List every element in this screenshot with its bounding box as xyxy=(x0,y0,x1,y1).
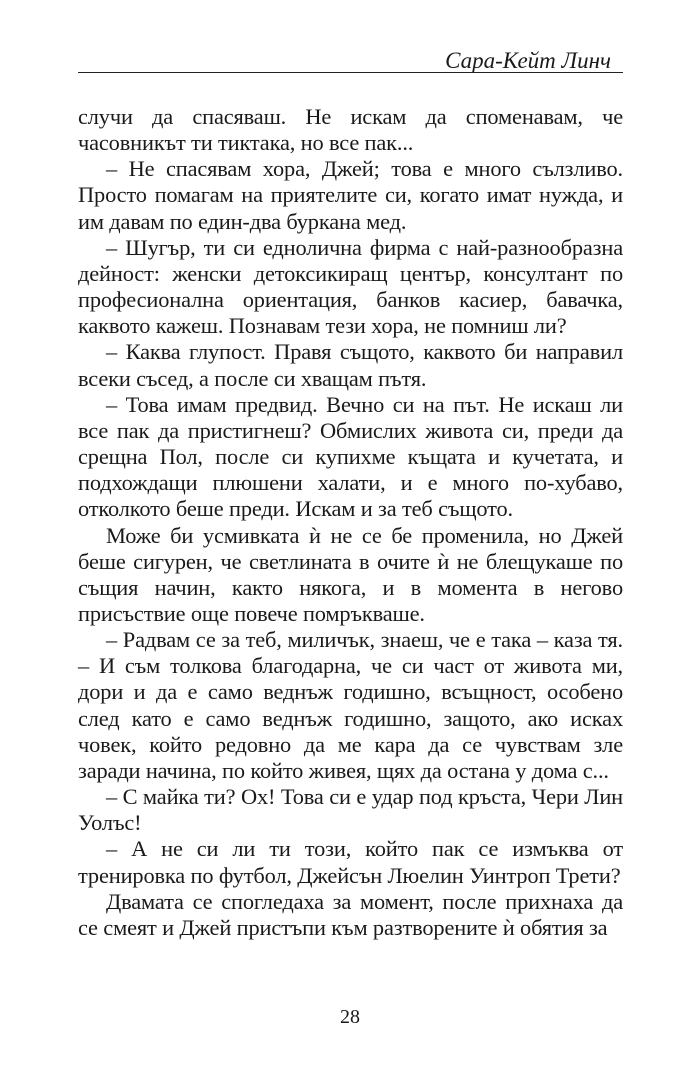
paragraph: – Шугър, ти си еднолична фирма с най-разнообразна дейност: женски детоксикиращ център, консултант по професионална ориентация, банков касиер, бавачка, каквото кажеш. Познавам тези хора, не помниш ли? xyxy=(78,234,623,339)
paragraph: – Каква глупост. Правя същото, каквото би направил всеки съсед, а после си хващам пътя. xyxy=(78,339,623,391)
paragraph: Двамата се спогледаха за момент, после прихнаха да се смеят и Джей пристъпи към разтворените ѝ обятия за xyxy=(78,888,623,940)
header-rule xyxy=(78,72,623,73)
paragraph: случи да спасяваш. Не искам да споменавам, че часовникът ти тиктака, но все пак... xyxy=(78,104,623,156)
page-number: 28 xyxy=(340,1006,360,1028)
running-header xyxy=(78,48,623,74)
paragraph: – Радвам се за теб, миличък, знаеш, че е така – каза тя. – И съм толкова благодарна, че си част от живота ми, дори и да е само веднъж годишно, всъщност, особено след като е само веднъж годишно, защото, ако исках човек, който редовно да ме кара да се чувствам зле заради начина, по който живея, щях да остана у дома с... xyxy=(78,627,623,783)
paragraph: Може би усмивката ѝ не се бе променила, но Джей беше сигурен, че светлината в очите ѝ не блещукаше по същия начин, както някога, и в момента в негово присъствие още повече помръкваше. xyxy=(78,522,623,626)
paragraph: – А не си ли ти този, който пак се измъква от тренировка по футбол, Джейсън Люелин Уинтроп Трети? xyxy=(78,836,623,888)
paragraph: – Не спасявам хора, Джей; това е много сълзливо. Просто помагам на приятелите си, когато имат нужда, и им давам по един-два буркана мед. xyxy=(78,156,623,234)
author-name: Сара-Кейт Линч xyxy=(445,48,611,73)
paragraph: – Това имам предвид. Вечно си на път. Не искаш ли все пак да пристигнеш? Обмислих живота си, преди да срещна Пол, после си купихме къщата и кучетата, и подхождащи плюшени халати, и е много по-хубаво, отколкото беше преди. Искам и за теб същото. xyxy=(78,391,623,522)
page-body xyxy=(78,104,623,941)
paragraph: – С майка ти? Ох! Това си е удар под кръста, Чери Лин Уолъс! xyxy=(78,784,623,836)
